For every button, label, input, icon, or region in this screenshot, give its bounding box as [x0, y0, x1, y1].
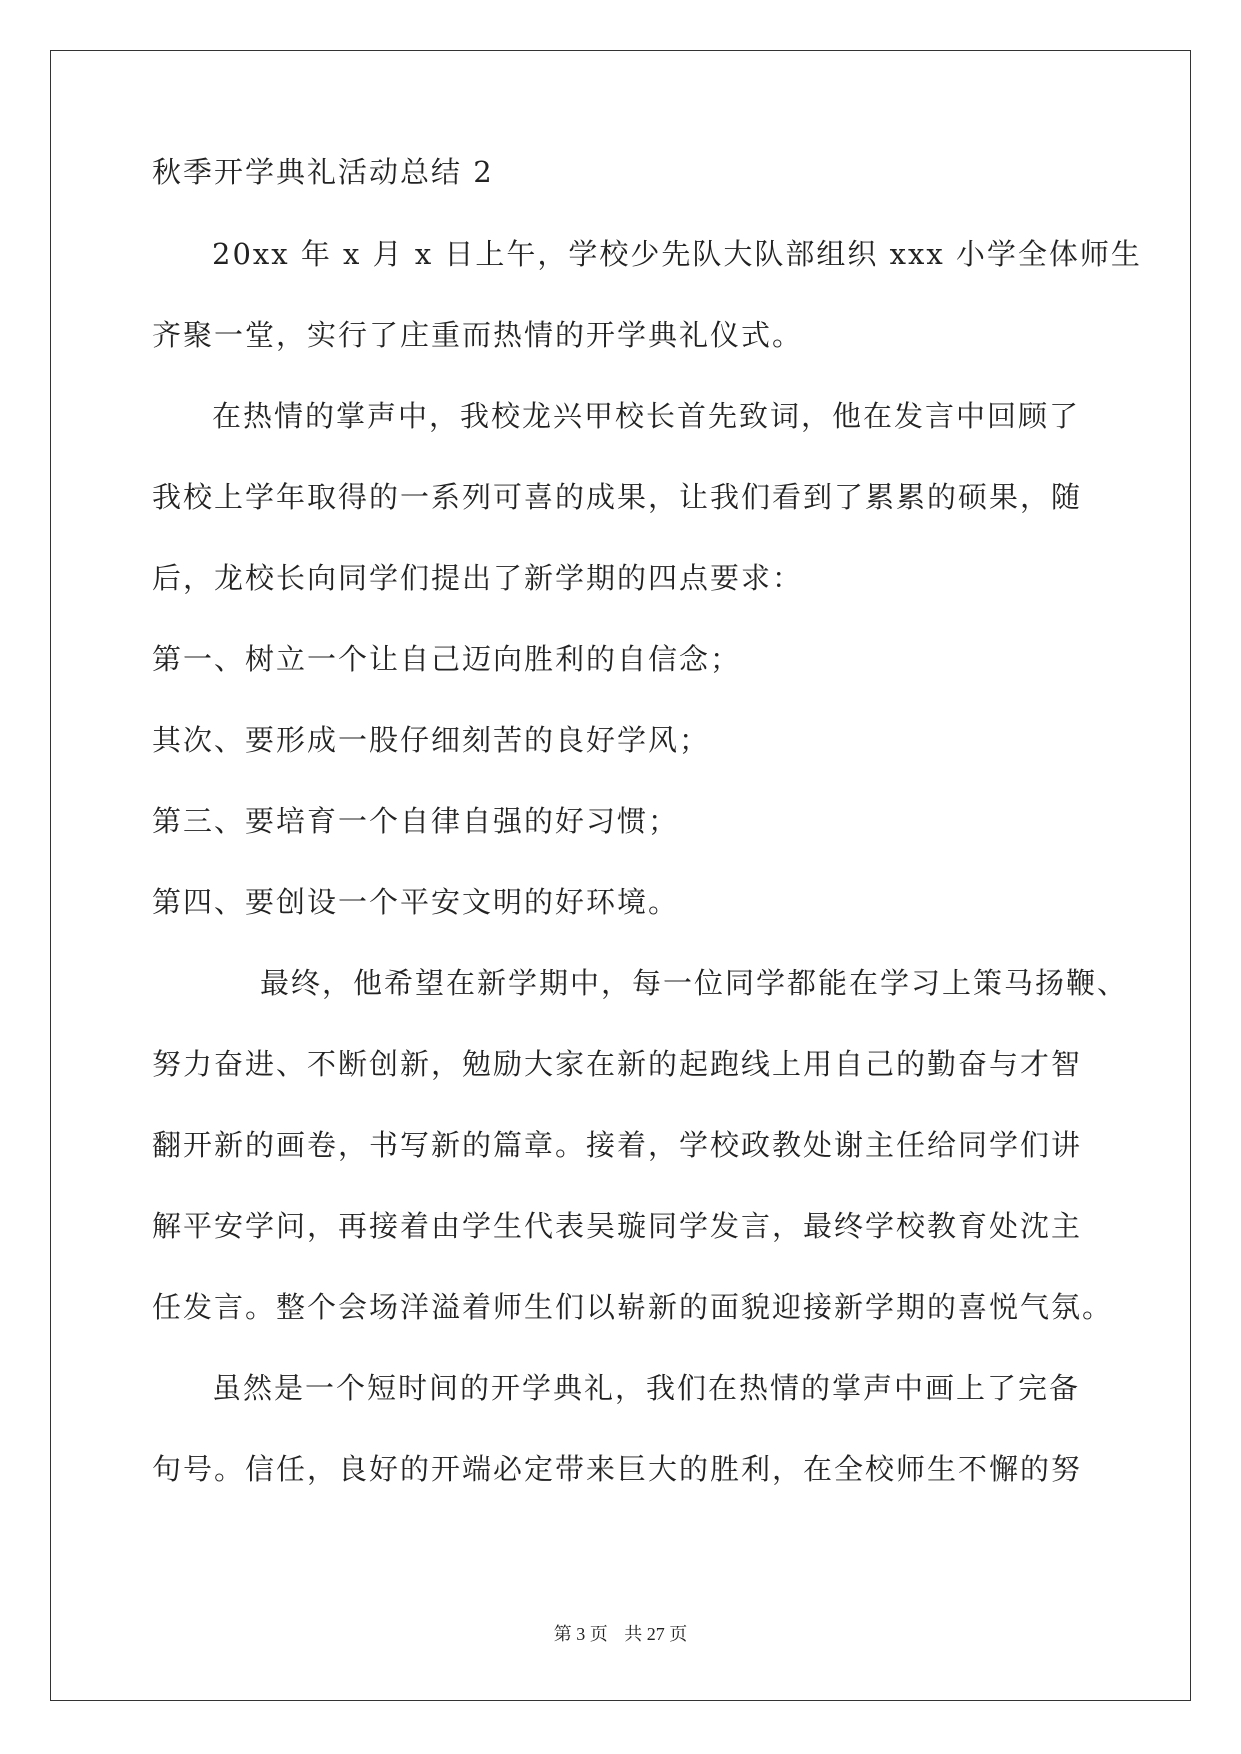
page-number-total: 共 27 页	[624, 1624, 688, 1644]
paragraph-line: 我校上学年取得的一系列可喜的成果，让我们看到了累累的硕果，随	[152, 480, 1083, 514]
paragraph-line: 齐聚一堂，实行了庄重而热情的开学典礼仪式。	[152, 318, 804, 352]
paragraph-line: 后，龙校长向同学们提出了新学期的四点要求：	[152, 561, 804, 595]
paragraph-line: 最终，他希望在新学期中，每一位同学都能在学习上策马扬鞭、	[260, 966, 1129, 1000]
paragraph-line: 句号。信任，良好的开端必定带来巨大的胜利，在全校师生不懈的努	[152, 1452, 1083, 1486]
page-footer	[0, 1620, 1241, 1646]
paragraph-line: 20xx 年 x 月 x 日上午，学校少先队大队部组织 xxx 小学全体师生	[212, 237, 1142, 271]
paragraph-line: 解平安学问，再接着由学生代表吴璇同学发言，最终学校教育处沈主	[152, 1209, 1083, 1243]
paragraph-line: 努力奋进、不断创新，勉励大家在新的起跑线上用自己的勤奋与才智	[152, 1047, 1083, 1081]
paragraph-line: 任发言。整个会场洋溢着师生们以崭新的面貌迎接新学期的喜悦气氛。	[152, 1290, 1114, 1324]
paragraph-line: 在热情的掌声中，我校龙兴甲校长首先致词，他在发言中回顾了	[212, 399, 1081, 433]
paragraph-line: 翻开新的画卷，书写新的篇章。接着，学校政教处谢主任给同学们讲	[152, 1128, 1083, 1162]
paragraph-line: 虽然是一个短时间的开学典礼，我们在热情的掌声中画上了完备	[212, 1371, 1081, 1405]
list-item: 其次、要形成一股仔细刻苦的良好学风；	[152, 723, 711, 757]
list-item: 第三、要培育一个自律自强的好习惯；	[152, 804, 680, 838]
list-item: 第四、要创设一个平安文明的好环境。	[152, 885, 680, 919]
document-title: 秋季开学典礼活动总结 2	[152, 155, 494, 189]
list-item: 第一、树立一个让自己迈向胜利的自信念；	[152, 642, 742, 676]
page-number-current: 第 3 页	[553, 1624, 608, 1644]
